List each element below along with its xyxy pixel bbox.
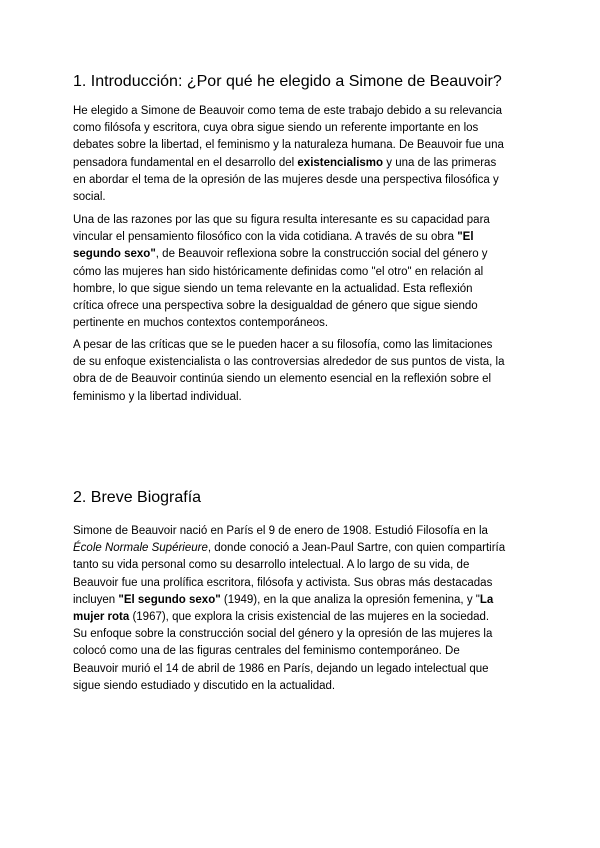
text-line <box>73 592 523 609</box>
text-run: Beauvoir fue una prolífica escritora, filósofa y activista. Sus obras más destacadas <box>73 576 493 589</box>
text-line <box>73 212 523 229</box>
text-run: crítica ofrece una perspectiva sobre la desigualdad de género que sigue siendo <box>73 300 478 313</box>
text-line <box>73 540 523 557</box>
text-line <box>73 523 523 540</box>
text-run: feminismo y la libertad individual. <box>73 390 242 403</box>
italic-school-name: École Normale Supérieure <box>73 542 208 555</box>
text-line <box>73 557 523 574</box>
text-run: como filósofa y escritora, cuya obra sigue siendo un referente importante en los <box>73 122 479 135</box>
text-line <box>73 626 523 643</box>
intro-paragraph-3 <box>73 337 523 406</box>
text-run: de su enfoque existencialista o las controversias alrededor de sus puntos de vista, la <box>73 356 505 369</box>
text-run: Beauvoir murió el 14 de abril de 1986 en París, dejando un legado intelectual que <box>73 662 489 675</box>
text-line <box>73 172 523 189</box>
text-run: en abordar el tema de la opresión de las mujeres desde una perspectiva filosófica y <box>73 173 499 186</box>
text-line <box>73 609 523 626</box>
text-run: , donde conoció a Jean-Paul Sartre, con quien compartiría <box>207 542 506 555</box>
text-run: Simone de Beauvoir nació en París el 9 de enero de 1908. Estudió Filosofía en la <box>73 525 488 537</box>
text-line <box>73 575 523 592</box>
bold-term-existencialismo: existencialismo <box>297 156 384 169</box>
text-run: pensadora fundamental en el desarrollo del <box>73 156 298 169</box>
text-line <box>73 246 523 263</box>
bold-book-title: segundo sexo" <box>73 248 156 261</box>
text-line <box>73 298 523 315</box>
text-line <box>73 661 523 678</box>
text-line <box>73 315 523 332</box>
text-line <box>73 678 523 695</box>
text-run: sigue siendo estudiado y discutido en la actualidad. <box>73 679 336 692</box>
text-line <box>73 354 523 371</box>
text-run: social. <box>73 191 106 204</box>
text-line <box>73 120 523 137</box>
text-line <box>73 337 523 354</box>
text-run: vincular el pensamiento filosófico con la vida cotidiana. A través de su obra <box>73 231 458 244</box>
text-run: debates sobre la libertad, el feminismo y la naturaleza humana. De Beauvoir fue una <box>73 139 504 152</box>
text-run: He elegido a Simone de Beauvoir como tema de este trabajo debido a su relevancia <box>73 105 502 117</box>
text-line <box>73 643 523 660</box>
text-run: (1949), en la que analiza la opresión femenina, y " <box>220 593 480 606</box>
text-run: Una de las razones por las que su figura resulta interesante es su capacidad para <box>73 214 490 226</box>
section-heading-biografia: 2. Breve Biografía <box>73 489 202 506</box>
text-run: incluyen <box>73 593 119 606</box>
text-run: hombre, lo que sigue siendo un tema relevante en la actualidad. Esta reflexión <box>73 282 473 295</box>
text-run: Su enfoque sobre la construcción social del género y la opresión de las mujeres la <box>73 628 493 641</box>
intro-paragraph-1 <box>73 103 523 206</box>
text-run: , de Beauvoir reflexiona sobre la construcción social del género y <box>155 248 488 261</box>
bold-book-title: La <box>479 593 494 606</box>
text-line <box>73 229 523 246</box>
text-run: A pesar de las críticas que se le pueden hacer a su filosofía, como las limitaciones <box>73 339 493 351</box>
bold-book-title: mujer rota <box>73 611 130 624</box>
section-heading-introduccion: 1. Introducción: ¿Por qué he elegido a Simone de Beauvoir? <box>73 73 502 90</box>
biography-paragraph <box>73 523 523 695</box>
text-run: y una de las primeras <box>383 156 497 169</box>
text-line <box>73 389 523 406</box>
text-line <box>73 155 523 172</box>
text-line <box>73 371 523 388</box>
text-run: colocó como una de las figuras centrales del feminismo contemporáneo. De <box>73 645 460 658</box>
text-line <box>73 281 523 298</box>
intro-paragraph-2 <box>73 212 523 332</box>
text-line <box>73 189 523 206</box>
bold-book-title: "El <box>457 231 474 244</box>
text-line <box>73 137 523 154</box>
text-run: pertinente en muchos contextos contemporáneos. <box>73 317 329 330</box>
text-run: (1967), que explora la crisis existencial de las mujeres en la sociedad. <box>129 611 490 624</box>
bold-book-title: "El segundo sexo" <box>118 593 221 606</box>
text-line <box>73 264 523 281</box>
text-run: cómo las mujeres han sido históricamente definidas como "el otro" en relación al <box>73 265 484 278</box>
text-line <box>73 103 523 120</box>
text-run: tanto su vida personal como su desarrollo intelectual. A lo largo de su vida, de <box>73 559 470 572</box>
text-run: obra de de Beauvoir continúa siendo un elemento esencial en la reflexión sobre el <box>73 373 492 386</box>
